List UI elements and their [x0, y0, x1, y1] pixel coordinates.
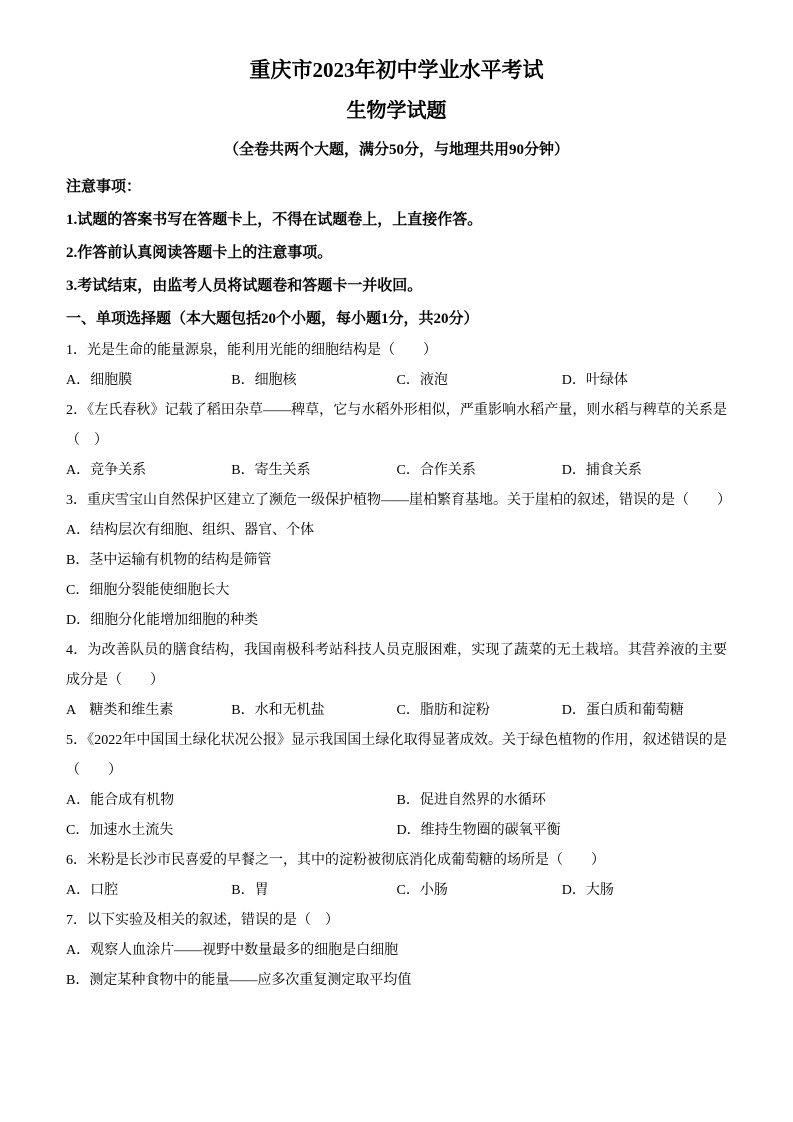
option-D: D．维持生物圈的碳氧平衡 [396, 822, 561, 838]
question-options [66, 366, 727, 396]
option-C: C．加速水土流失 [66, 822, 174, 838]
option-A: A．观察人血涂片——视野中数量最多的细胞是白细胞 [66, 942, 399, 958]
question-3 [66, 486, 731, 636]
option-C: C．脂肪和淀粉 [396, 702, 490, 718]
questions-container [66, 336, 731, 996]
option-B: B．寄生关系 [231, 462, 311, 478]
option-B: B．细胞核 [231, 372, 297, 388]
question-4 [66, 636, 727, 726]
option-B: B．水和无机盐 [231, 702, 325, 718]
question-7 [66, 906, 727, 996]
option-D: D．捕食关系 [561, 462, 642, 478]
notice-heading: 注意事项： [66, 178, 142, 195]
question-1 [66, 336, 727, 396]
option-C: C．小肠 [396, 882, 448, 898]
question-6 [66, 846, 727, 906]
section-heading: 一、单项选择题（本大题包括20个小题，每小题1分，共20分） [66, 310, 479, 327]
question-stem: 3．重庆雪宝山自然保护区建立了濒危一级保护植物——崖柏繁育基地。关于崖柏的叙述，错误的是（ ） [66, 492, 731, 508]
question-stem: 7．以下实验及相关的叙述，错误的是（ ） [66, 912, 339, 928]
question-options [66, 516, 727, 636]
option-D: D．大肠 [561, 882, 614, 898]
question-options [66, 696, 727, 726]
question-stem: 4．为改善队员的膳食结构，我国南极科考站科技人员克服困难，实现了蔬菜的无土栽培。其营养液的主要成分是（ ） [66, 642, 727, 688]
option-A: A．结构层次有细胞、组织、器官、个体 [66, 522, 315, 538]
option-A: A 糖类和维生素 [66, 702, 174, 718]
option-D: D．叶绿体 [561, 372, 628, 388]
question-options [66, 876, 727, 906]
exam-note: （全卷共两个大题，满分50分，与地理共用90分钟） [223, 142, 569, 159]
option-B: B．促进自然界的水循环 [396, 792, 546, 808]
option-A: A．竞争关系 [66, 462, 147, 478]
notice-item-1: 1.试题的答案书写在答题卡上，不得在试题卷上，上直接作答。 [66, 211, 483, 228]
question-2 [66, 396, 727, 486]
option-B: B．测定某种食物中的能量——应多次重复测定取平均值 [66, 972, 412, 988]
option-A: A．口腔 [66, 882, 119, 898]
option-B: B．茎中运输有机物的结构是筛管 [66, 552, 272, 568]
question-stem: 6．米粉是长沙市民喜爱的早餐之一，其中的淀粉被彻底消化成葡萄糖的场所是（ ） [66, 852, 605, 868]
option-C: C．细胞分裂能使细胞长大 [66, 582, 230, 598]
question-5 [66, 726, 727, 846]
question-stem: 2．《左氏春秋》记载了稻田杂草——稗草，它与水稻外形相似，严重影响水稻产量，则水稻与稗草的关系是（ ） [66, 402, 727, 448]
question-options [66, 456, 727, 486]
question-stem: 1．光是生命的能量源泉，能利用光能的细胞结构是（ ） [66, 342, 437, 358]
exam-title: 重庆市2023年初中学业水平考试 [249, 58, 544, 82]
question-options [66, 786, 727, 846]
notice-item-2: 2.作答前认真阅读答题卡上的注意事项。 [66, 244, 333, 261]
question-stem: 5．《2022年中国国土绿化状况公报》显示我国国土绿化取得显著成效。关于绿色植物的作用，叙述错误的是（ ） [66, 732, 727, 778]
option-A: A．细胞膜 [66, 372, 133, 388]
option-B: B．胃 [231, 882, 269, 898]
option-A: A．能合成有机物 [66, 792, 175, 808]
option-D: D．细胞分化能增加细胞的种类 [66, 612, 259, 628]
option-C: C．液泡 [396, 372, 448, 388]
exam-subtitle: 生物学试题 [346, 100, 447, 123]
option-D: D．蛋白质和葡萄糖 [561, 702, 684, 718]
notice-item-3: 3.考试结束，由监考人员将试题卷和答题卡一并收回。 [66, 277, 423, 294]
question-options [66, 936, 727, 996]
option-C: C．合作关系 [396, 462, 476, 478]
